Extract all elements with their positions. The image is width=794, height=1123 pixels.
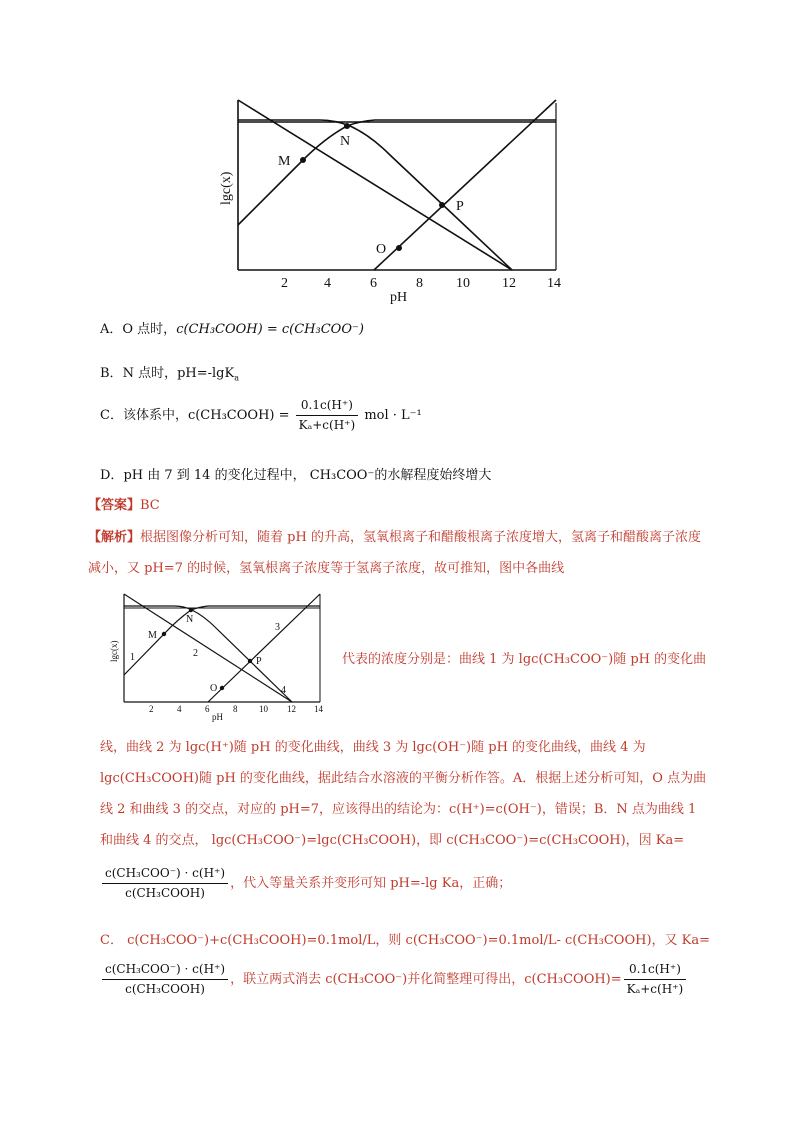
tick-label: 2	[149, 704, 154, 714]
option-c-unit: mol · L⁻¹	[364, 408, 422, 423]
point-o	[220, 686, 224, 690]
ka-fraction-2	[102, 962, 228, 997]
point-n	[344, 123, 350, 129]
result-num: 0.1c(H⁺)	[624, 962, 687, 980]
option-c-letter: C．	[100, 408, 123, 423]
point-n-label: N	[186, 614, 194, 625]
result-fraction	[624, 962, 687, 997]
answer-label: 【答案】	[88, 498, 141, 513]
option-c-text: 该体系中，c(CH₃COOH) =	[122, 408, 290, 423]
point-p	[248, 659, 252, 663]
curve-3	[208, 594, 320, 702]
option-a-eq: c(CH₃COOH) = c(CH₃COO⁻)	[176, 322, 364, 337]
option-a	[100, 318, 364, 337]
option-c-num: 0.1c(H⁺)	[296, 398, 359, 416]
analysis-p4	[100, 929, 710, 948]
ka-num: c(CH₃COO⁻) · c(H⁺)	[102, 866, 228, 884]
point-o-label: O	[376, 242, 387, 257]
chart-labeled	[104, 590, 336, 722]
x-axis-label: pH	[212, 712, 223, 722]
tick-label: 4	[324, 276, 331, 291]
tick-label: 6	[205, 704, 210, 714]
analysis-p4-text: C． c(CH₃COO⁻)+c(CH₃COOH)=0.1mol/L，则 c(CH₃COO⁻)=0.1mol/L- c(CH₃COOH)，又 Ka=	[100, 933, 711, 948]
option-b	[100, 362, 239, 383]
point-n	[189, 608, 193, 612]
point-n-label: N	[340, 134, 351, 149]
curve-2-label: 2	[193, 648, 198, 659]
ka-den: c(CH₃COOH)	[125, 886, 205, 900]
analysis-p2	[100, 732, 712, 856]
option-a-text: O 点时，	[122, 322, 177, 337]
point-m	[162, 632, 166, 636]
point-o-label: O	[210, 683, 218, 694]
point-o	[396, 245, 402, 251]
point-p-label: P	[256, 656, 262, 667]
answer-line	[88, 494, 160, 513]
ka-num-2: c(CH₃COO⁻) · c(H⁺)	[102, 962, 228, 980]
analysis-final-line	[100, 962, 688, 997]
tick-label: 10	[259, 704, 268, 714]
curve-2	[124, 594, 292, 702]
chart-main	[210, 95, 580, 305]
analysis-label: 【解析】	[88, 530, 141, 545]
analysis-p3-text: ，代入等量关系并变形可知 pH=-lg Ka，正确；	[230, 876, 512, 891]
tick-label: 14	[314, 704, 323, 714]
curve-4-label: 4	[281, 685, 286, 696]
analysis-p5-text: ，联立两式消去 c(CH₃COO⁻)并化简整理可得出，c(CH₃COOH)=	[230, 972, 622, 987]
analysis-p1-text: 根据图像分析可知，随着 pH 的升高，氢氧根离子和醋酸根离子浓度增大，氢离子和醋酸离子浓度减小，又 pH=7 的时候，氢氧根离子浓度等于氢离子浓度，故可推知，图中各曲线	[88, 530, 701, 576]
y-axis-label: lgc(x)	[219, 171, 234, 205]
point-m-label: M	[148, 630, 157, 641]
curve-oh-minus	[374, 100, 556, 270]
tick-label: 12	[287, 704, 296, 714]
point-p	[439, 202, 445, 208]
ka-den-2: c(CH₃COOH)	[125, 982, 205, 996]
curve-3-label: 3	[275, 622, 280, 633]
option-c	[100, 398, 422, 433]
tick-label: 14	[547, 276, 561, 291]
point-m-label: M	[278, 154, 291, 169]
tick-label: 8	[416, 276, 423, 291]
curve-1-label: 1	[130, 652, 135, 663]
tick-label: 4	[177, 704, 182, 714]
point-p-label: P	[456, 199, 464, 214]
analysis-p1	[88, 522, 712, 584]
tick-label: 6	[370, 276, 377, 291]
point-m	[300, 157, 306, 163]
option-d-text: pH 由 7 到 14 的变化过程中， CH₃COO⁻的水解程度始终增大	[123, 468, 492, 483]
curve-ch3coo	[238, 120, 556, 225]
analysis-p2-text: 线，曲线 2 为 lgc(H⁺)随 pH 的变化曲线，曲线 3 为 lgc(OH⁻)随 pH 的变化曲线，曲线 4 为 lgc(CH₃COOH)随 pH 的变化曲线，据此结合水溶液的平衡分析作答。A．根据上述分析可知，O 点为曲线 2 和曲线 3 的交点，对应的 pH=7，应该得出的结论为：c(H⁺)=c(OH⁻)，错误；B．N 点为曲线 1 和曲线 4 的交点， lgc(CH₃COO⁻)=lgc(CH₃COOH)，即 c(CH₃COO⁻)=c(CH₃COOH)，因 Ka=	[100, 740, 707, 848]
curve-ch3cooh	[238, 120, 512, 270]
ka-fraction	[102, 866, 228, 901]
option-d	[100, 464, 491, 483]
answer-value: BC	[140, 498, 160, 513]
option-c-den: Kₐ+c(H⁺)	[298, 418, 356, 432]
option-b-letter: B．	[100, 366, 123, 381]
option-c-fraction	[296, 398, 359, 433]
option-b-text: N 点时，pH=-lgK	[122, 366, 235, 381]
analysis-ka-line	[100, 866, 511, 901]
curve-4	[124, 606, 292, 702]
option-d-letter: D．	[100, 468, 124, 483]
analysis-side-text: 代表的浓度分别是：曲线 1 为 lgc(CH₃COO⁻)随 pH 的变化曲	[342, 652, 707, 667]
y-axis-label: lgc(x)	[109, 640, 119, 662]
tick-label: 10	[456, 276, 470, 291]
tick-label: 2	[281, 276, 288, 291]
option-a-letter: A．	[100, 322, 123, 337]
x-axis-label: pH	[390, 290, 408, 305]
option-b-sub: a	[234, 373, 239, 383]
tick-label: 12	[502, 276, 516, 291]
result-den: Kₐ+c(H⁺)	[626, 982, 684, 996]
tick-label: 8	[233, 704, 238, 714]
